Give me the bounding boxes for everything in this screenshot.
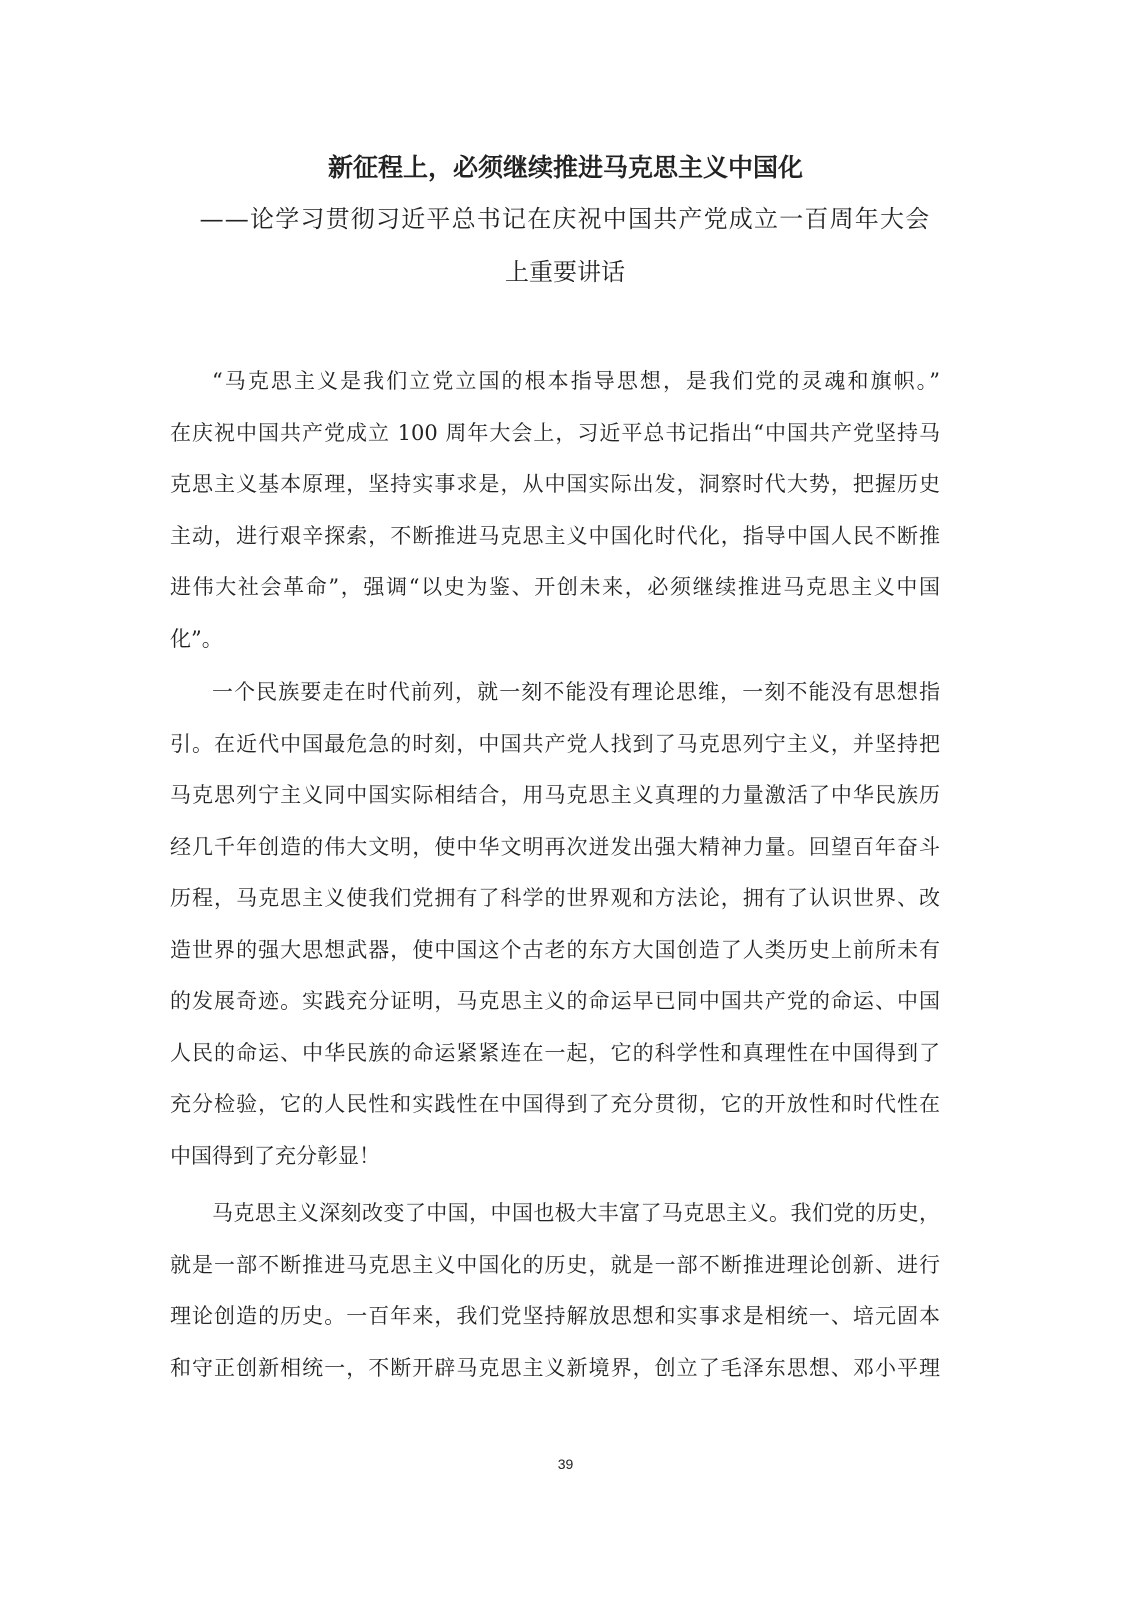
paragraph-1-line: 克思主义基本原理，坚持实事求是，从中国实际出发，洞察时代大势，把握历史 [170, 472, 940, 496]
paragraph-2-line: 一个民族要走在时代前列，就一刻不能没有理论思维，一刻不能没有思想指 [212, 680, 940, 704]
paragraph-2-line: 引。在近代中国最危急的时刻，中国共产党人找到了马克思列宁主义，并坚持把 [170, 731, 940, 756]
paragraph-2-line: 中国得到了充分彰显！ [170, 1143, 380, 1168]
paragraph-3-line: 马克思主义深刻改变了中国，中国也极大丰富了马克思主义。我们党的历史， [212, 1201, 940, 1225]
paragraph-3-line: 理论创造的历史。一百年来，我们党坚持解放思想和实事求是相统一、培元固本 [170, 1304, 940, 1328]
document-subtitle-line-1: ——论学习贯彻习近平总书记在庆祝中国共产党成立一百周年大会 [199, 205, 931, 233]
paragraph-2-line: 的发展奇迹。实践充分证明，马克思主义的命运早已同中国共产党的命运、中国 [170, 989, 940, 1013]
document-subtitle-line-2: 上重要讲话 [505, 258, 625, 286]
paragraph-2-line: 历程，马克思主义使我们党拥有了科学的世界观和方法论，拥有了认识世界、改 [170, 886, 940, 910]
paragraph-2-line: 造世界的强大思想武器，使中国这个古老的东方大国创造了人类历史上前所未有 [170, 937, 940, 962]
page-number: 39 [557, 1456, 574, 1472]
document-title: 新征程上，必须继续推进马克思主义中国化 [327, 153, 803, 182]
paragraph-2-line: 人民的命运、中华民族的命运紧紧连在一起，它的科学性和真理性在中国得到了 [170, 1040, 940, 1065]
paragraph-1-line: 进伟大社会革命”，强调“以史为鉴、开创未来，必须继续推进马克思主义中国 [170, 575, 940, 599]
paragraph-1-line: 在庆祝中国共产党成立 100 周年大会上，习近平总书记指出“中国共产党坚持马 [170, 420, 940, 445]
paragraph-2-line: 经几千年创造的伟大文明，使中华文明再次迸发出强大精神力量。回望百年奋斗 [170, 834, 940, 859]
paragraph-1-line: “马克思主义是我们立党立国的根本指导思想，是我们党的灵魂和旗帜。” [212, 369, 940, 393]
paragraph-2-line: 马克思列宁主义同中国实际相结合，用马克思主义真理的力量激活了中华民族历 [170, 783, 940, 807]
paragraph-1-line: 化”。 [170, 626, 223, 651]
paragraph-3-line: 和守正创新相统一，不断开辟马克思主义新境界，创立了毛泽东思想、邓小平理 [170, 1355, 940, 1380]
paragraph-3-line: 就是一部不断推进马克思主义中国化的历史，就是一部不断推进理论创新、进行 [170, 1252, 940, 1277]
paragraph-2-line: 充分检验，它的人民性和实践性在中国得到了充分贯彻，它的开放性和时代性在 [170, 1092, 940, 1116]
paragraph-1-line: 主动，进行艰辛探索，不断推进马克思主义中国化时代化，指导中国人民不断推 [170, 523, 940, 548]
